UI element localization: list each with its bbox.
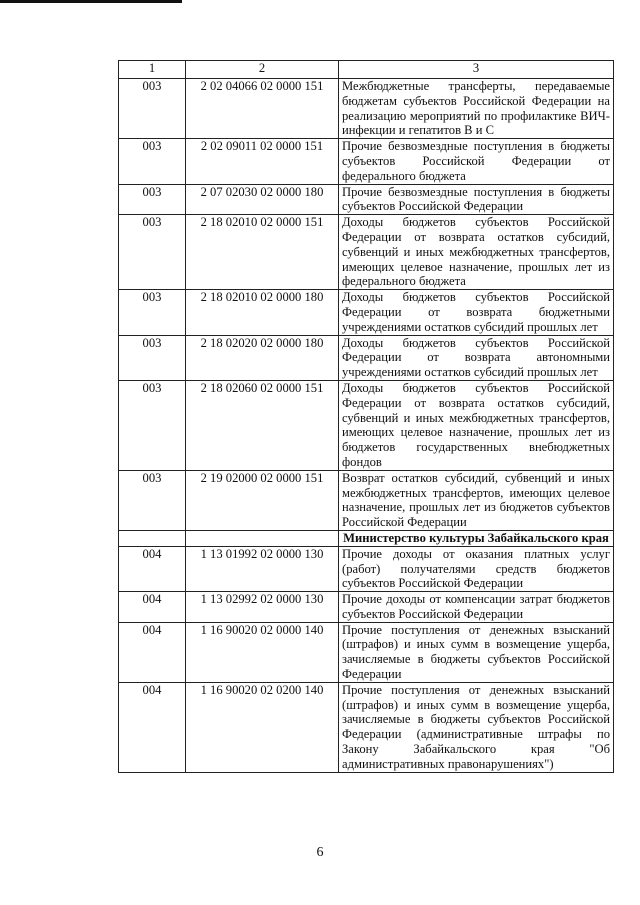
admin-code: 003 <box>119 335 186 380</box>
revenue-description: Прочие доходы от оказания платных услуг (работ) получателями средств бюджетов субъектов Российской Федерации <box>339 546 614 591</box>
page-number: 6 <box>316 845 324 860</box>
budget-code: 1 16 90020 02 0000 140 <box>186 622 339 682</box>
budget-code: 2 18 02010 02 0000 151 <box>186 215 339 290</box>
revenue-description: Доходы бюджетов субъектов Российской Федерации от возврата бюджетными учреждениями остатков субсидий прошлых лет <box>339 290 614 335</box>
table-row <box>119 184 614 215</box>
budget-code: 2 07 02030 02 0000 180 <box>186 184 339 215</box>
top-rule <box>0 0 182 3</box>
admin-code: 003 <box>119 139 186 184</box>
table-row <box>119 622 614 682</box>
table-row <box>119 682 614 772</box>
column-header-1: 1 <box>119 61 186 79</box>
empty-cell <box>186 530 339 546</box>
admin-code: 003 <box>119 184 186 215</box>
table-row <box>119 79 614 139</box>
table-row <box>119 290 614 335</box>
budget-code: 1 13 02992 02 0000 130 <box>186 592 339 623</box>
revenue-description: Прочие безвозмездные поступления в бюджеты субъектов Российской Федерации от федерального бюджета <box>339 139 614 184</box>
revenue-description: Прочие поступления от денежных взысканий (штрафов) и иных сумм в возмещение ущерба, зачисляемые в бюджеты субъектов Российской Федерации <box>339 622 614 682</box>
revenue-description: Доходы бюджетов субъектов Российской Федерации от возврата остатков субсидий, субвенций и иных межбюджетных трансфертов, имеющих целевое назначение, прошлых лет из бюджетов государственных внебюджетных фондов <box>339 380 614 470</box>
admin-code: 003 <box>119 470 186 530</box>
revenue-description: Прочие безвозмездные поступления в бюджеты субъектов Российской Федерации <box>339 184 614 215</box>
table-row <box>119 592 614 623</box>
table-row <box>119 380 614 470</box>
admin-code: 004 <box>119 682 186 772</box>
budget-code: 1 13 01992 02 0000 130 <box>186 546 339 591</box>
section-heading-row <box>119 530 614 546</box>
revenue-description: Прочие поступления от денежных взысканий (штрафов) и иных сумм в возмещение ущерба, зачисляемые в бюджеты субъектов Российской Федерации (административные штрафы по Закону Забайкальского края "Об административных правонарушениях") <box>339 682 614 772</box>
admin-code: 003 <box>119 79 186 139</box>
budget-code: 2 02 04066 02 0000 151 <box>186 79 339 139</box>
revenue-description: Доходы бюджетов субъектов Российской Федерации от возврата автономными учреждениями остатков субсидий прошлых лет <box>339 335 614 380</box>
admin-code: 004 <box>119 622 186 682</box>
revenue-description: Межбюджетные трансферты, передаваемые бюджетам субъектов Российской Федерации на реализацию мероприятий по профилактике ВИЧ-инфекции и гепатитов В и С <box>339 79 614 139</box>
budget-code: 2 18 02020 02 0000 180 <box>186 335 339 380</box>
budget-code: 2 18 02010 02 0000 180 <box>186 290 339 335</box>
budget-code: 1 16 90020 02 0200 140 <box>186 682 339 772</box>
revenue-description: Прочие доходы от компенсации затрат бюджетов субъектов Российской Федерации <box>339 592 614 623</box>
budget-code: 2 02 09011 02 0000 151 <box>186 139 339 184</box>
table-row <box>119 215 614 290</box>
table-row <box>119 546 614 591</box>
table-row <box>119 470 614 530</box>
section-heading: Министерство культуры Забайкальского края <box>339 530 614 546</box>
empty-cell <box>119 530 186 546</box>
budget-codes-table <box>118 60 614 773</box>
table-row <box>119 139 614 184</box>
revenue-description: Возврат остатков субсидий, субвенций и иных межбюджетных трансфертов, имеющих целевое назначение, прошлых лет из бюджетов субъектов Российской Федерации <box>339 470 614 530</box>
table-header-row <box>119 61 614 79</box>
admin-code: 003 <box>119 290 186 335</box>
admin-code: 004 <box>119 546 186 591</box>
budget-code: 2 19 02000 02 0000 151 <box>186 470 339 530</box>
admin-code: 004 <box>119 592 186 623</box>
table-row <box>119 335 614 380</box>
admin-code: 003 <box>119 215 186 290</box>
revenue-description: Доходы бюджетов субъектов Российской Федерации от возврата остатков субсидий, субвенций и иных межбюджетных трансфертов, имеющих целевое назначение, прошлых лет из федерального бюджета <box>339 215 614 290</box>
column-header-3: 3 <box>339 61 614 79</box>
column-header-2: 2 <box>186 61 339 79</box>
budget-code: 2 18 02060 02 0000 151 <box>186 380 339 470</box>
admin-code: 003 <box>119 380 186 470</box>
